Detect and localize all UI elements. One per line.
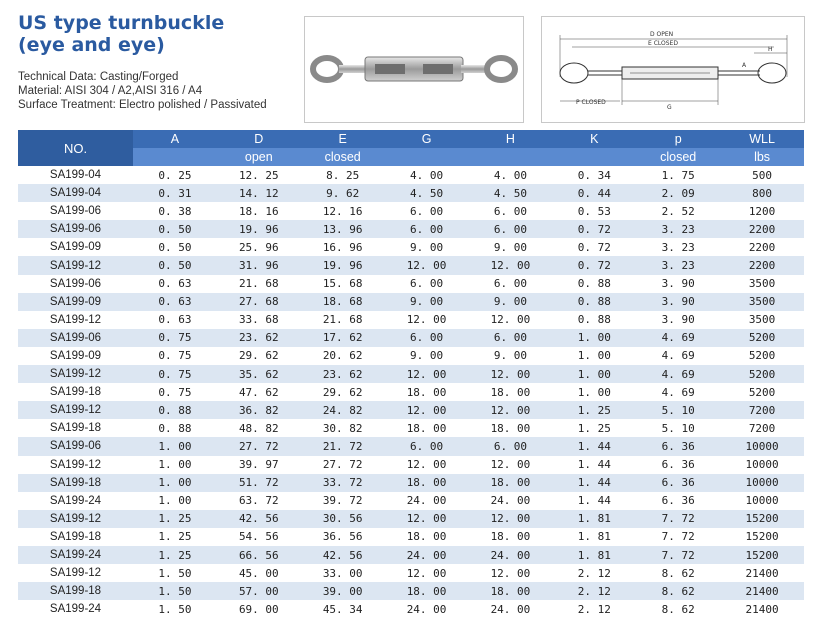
table-row bbox=[18, 383, 804, 401]
cell-a: 0. 63 bbox=[158, 313, 192, 327]
cell-p: 8. 62 bbox=[661, 602, 695, 616]
cell-e: 24. 82 bbox=[301, 401, 385, 419]
table-row bbox=[18, 528, 804, 546]
cell-no: SA199-24 bbox=[49, 494, 102, 507]
title-line-1: US type turnbuckle bbox=[18, 12, 225, 34]
cell-g: 12. 00 bbox=[385, 365, 469, 383]
cell-g: 6. 00 bbox=[385, 220, 469, 238]
cell-e: 21. 72 bbox=[301, 437, 385, 455]
header-e: E bbox=[301, 130, 385, 148]
cell-g: 18. 00 bbox=[406, 530, 447, 544]
cell-no: SA199-12 bbox=[18, 365, 133, 383]
cell-e: 13. 96 bbox=[301, 220, 385, 238]
cell-wll: 10000 bbox=[720, 474, 804, 492]
cell-k: 2. 12 bbox=[577, 566, 611, 580]
cell-d: 12. 25 bbox=[238, 168, 279, 182]
table-row bbox=[18, 582, 804, 600]
cell-g: 9. 00 bbox=[410, 240, 444, 254]
cell-wll: 5200 bbox=[748, 385, 776, 399]
cell-wll: 1200 bbox=[748, 204, 776, 218]
cell-k: 1. 00 bbox=[552, 329, 636, 347]
cell-p: 8. 62 bbox=[661, 566, 695, 580]
cell-g: 18. 00 bbox=[406, 385, 447, 399]
cell-a: 0. 88 bbox=[158, 421, 192, 435]
cell-wll: 7200 bbox=[748, 421, 776, 435]
cell-h: 24. 00 bbox=[490, 494, 531, 508]
cell-e: 17. 62 bbox=[301, 329, 385, 347]
subheader-h bbox=[469, 148, 553, 166]
cell-p: 2. 09 bbox=[636, 184, 720, 202]
cell-a: 0. 75 bbox=[133, 365, 217, 383]
cell-p: 7. 72 bbox=[661, 530, 695, 544]
cell-h: 18. 00 bbox=[469, 474, 553, 492]
cell-no: SA199-12 bbox=[18, 401, 133, 419]
header-d: D bbox=[217, 130, 301, 148]
cell-e: 16. 96 bbox=[322, 240, 363, 254]
cell-p: 4. 69 bbox=[636, 329, 720, 347]
cell-d: 27. 68 bbox=[217, 293, 301, 311]
cell-wll: 15200 bbox=[720, 546, 804, 564]
cell-h: 12. 00 bbox=[490, 458, 531, 472]
header-g: G bbox=[385, 130, 469, 148]
cell-k: 0. 72 bbox=[552, 220, 636, 238]
cell-h: 18. 00 bbox=[490, 530, 531, 544]
table-header-row bbox=[18, 130, 804, 148]
table-row bbox=[18, 600, 804, 618]
cell-d: 31. 96 bbox=[217, 256, 301, 274]
cell-wll: 3500 bbox=[748, 313, 776, 327]
cell-g: 6. 00 bbox=[385, 329, 469, 347]
cell-g: 6. 00 bbox=[385, 437, 469, 455]
cell-h: 12. 00 bbox=[469, 365, 553, 383]
cell-no: SA199-12 bbox=[18, 256, 133, 274]
cell-a: 0. 25 bbox=[158, 168, 192, 182]
cell-p: 3. 23 bbox=[636, 256, 720, 274]
header-h: H bbox=[469, 130, 553, 148]
cell-no: SA199-12 bbox=[49, 458, 102, 471]
cell-d: 21. 68 bbox=[238, 277, 279, 291]
cell-e: 15. 68 bbox=[322, 277, 363, 291]
cell-h: 9. 00 bbox=[493, 349, 527, 363]
cell-h: 6. 00 bbox=[493, 277, 527, 291]
cell-p: 6. 36 bbox=[661, 494, 695, 508]
cell-wll: 21400 bbox=[745, 566, 779, 580]
cell-p: 7. 72 bbox=[636, 510, 720, 528]
table-row bbox=[18, 184, 804, 202]
cell-g: 4. 00 bbox=[410, 168, 444, 182]
cell-p: 7. 72 bbox=[636, 546, 720, 564]
cell-wll: 7200 bbox=[720, 401, 804, 419]
header-no: NO. bbox=[18, 130, 133, 166]
table-body bbox=[18, 166, 804, 618]
table-row bbox=[18, 474, 804, 492]
table-row bbox=[18, 564, 804, 582]
cell-no: SA199-18 bbox=[49, 386, 102, 399]
cell-p: 6. 36 bbox=[636, 437, 720, 455]
cell-e: 19. 96 bbox=[301, 256, 385, 274]
cell-d: 35. 62 bbox=[217, 365, 301, 383]
cell-no: SA199-24 bbox=[49, 603, 102, 616]
cell-no: SA199-12 bbox=[18, 510, 133, 528]
cell-h: 18. 00 bbox=[490, 421, 531, 435]
cell-k: 1. 00 bbox=[577, 349, 611, 363]
cell-e: 23. 62 bbox=[301, 365, 385, 383]
cell-d: 54. 56 bbox=[238, 530, 279, 544]
cell-a: 0. 75 bbox=[133, 329, 217, 347]
cell-e: 33. 00 bbox=[322, 566, 363, 580]
cell-d: 25. 96 bbox=[238, 240, 279, 254]
cell-h: 24. 00 bbox=[490, 602, 531, 616]
header-p: p bbox=[636, 130, 720, 148]
cell-e: 45. 34 bbox=[322, 602, 363, 616]
cell-e: 33. 72 bbox=[301, 474, 385, 492]
cell-wll: 10000 bbox=[745, 494, 779, 508]
cell-h: 12. 00 bbox=[490, 566, 531, 580]
cell-h: 4. 50 bbox=[469, 184, 553, 202]
subheader-e: closed bbox=[301, 148, 385, 166]
table-row bbox=[18, 437, 804, 455]
cell-a: 0. 63 bbox=[133, 293, 217, 311]
table-row bbox=[18, 456, 804, 474]
cell-g: 12. 00 bbox=[406, 566, 447, 580]
cell-k: 0. 34 bbox=[577, 168, 611, 182]
cell-wll: 2200 bbox=[748, 240, 776, 254]
table-row bbox=[18, 202, 804, 220]
spec-material: Material: AISI 304 / A2,AISI 316 / A4 bbox=[18, 85, 203, 97]
cell-d: 27. 72 bbox=[217, 437, 301, 455]
dimension-diagram bbox=[541, 16, 805, 123]
cell-e: 27. 72 bbox=[322, 458, 363, 472]
label-p-closed: P CLOSED bbox=[576, 99, 606, 106]
cell-k: 1. 81 bbox=[552, 510, 636, 528]
cell-g: 12. 00 bbox=[385, 256, 469, 274]
cell-no: SA199-06 bbox=[49, 205, 102, 218]
cell-d: 45. 00 bbox=[238, 566, 279, 580]
cell-g: 12. 00 bbox=[406, 313, 447, 327]
cell-p: 6. 36 bbox=[661, 458, 695, 472]
cell-no: SA199-06 bbox=[18, 437, 133, 455]
cell-g: 12. 00 bbox=[385, 401, 469, 419]
cell-wll: 10000 bbox=[745, 458, 779, 472]
cell-e: 30. 56 bbox=[301, 510, 385, 528]
cell-k: 0. 88 bbox=[552, 293, 636, 311]
cell-e: 21. 68 bbox=[322, 313, 363, 327]
cell-e: 8. 25 bbox=[326, 168, 360, 182]
cell-e: 12. 16 bbox=[322, 204, 363, 218]
cell-a: 0. 50 bbox=[133, 256, 217, 274]
cell-wll: 15200 bbox=[720, 510, 804, 528]
cell-d: 19. 96 bbox=[217, 220, 301, 238]
cell-k: 1. 81 bbox=[552, 546, 636, 564]
cell-k: 1. 44 bbox=[577, 494, 611, 508]
cell-k: 1. 00 bbox=[552, 365, 636, 383]
cell-no: SA199-09 bbox=[18, 293, 133, 311]
table-row bbox=[18, 510, 804, 528]
turnbuckle-photo-illustration bbox=[305, 17, 523, 122]
table-row bbox=[18, 347, 804, 365]
cell-a: 1. 00 bbox=[133, 437, 217, 455]
cell-no: SA199-09 bbox=[49, 241, 102, 254]
cell-e: 9. 62 bbox=[301, 184, 385, 202]
cell-g: 12. 00 bbox=[406, 458, 447, 472]
cell-wll: 21400 bbox=[720, 582, 804, 600]
subheader-g bbox=[385, 148, 469, 166]
cell-e: 39. 72 bbox=[322, 494, 363, 508]
cell-g: 24. 00 bbox=[406, 494, 447, 508]
cell-e: 18. 68 bbox=[301, 293, 385, 311]
cell-p: 3. 90 bbox=[636, 293, 720, 311]
spec-surface-treatment: Surface Treatment: Electro polished / Passivated bbox=[18, 99, 267, 111]
cell-h: 24. 00 bbox=[469, 546, 553, 564]
cell-no: SA199-18 bbox=[18, 474, 133, 492]
turnbuckle-dimension-drawing bbox=[542, 17, 804, 122]
cell-h: 12. 00 bbox=[469, 401, 553, 419]
technical-specs bbox=[18, 70, 267, 112]
cell-a: 1. 50 bbox=[158, 566, 192, 580]
cell-p: 3. 23 bbox=[661, 240, 695, 254]
cell-g: 12. 00 bbox=[385, 510, 469, 528]
cell-a: 0. 75 bbox=[158, 385, 192, 399]
cell-h: 6. 00 bbox=[469, 329, 553, 347]
cell-no: SA199-12 bbox=[49, 313, 102, 326]
cell-k: 1. 44 bbox=[552, 474, 636, 492]
cell-h: 12. 00 bbox=[469, 510, 553, 528]
cell-wll: 5200 bbox=[720, 329, 804, 347]
cell-a: 1. 25 bbox=[133, 546, 217, 564]
cell-k: 0. 53 bbox=[577, 204, 611, 218]
cell-e: 36. 56 bbox=[322, 530, 363, 544]
cell-d: 33. 68 bbox=[238, 313, 279, 327]
cell-no: SA199-24 bbox=[18, 546, 133, 564]
product-photo bbox=[304, 16, 524, 123]
cell-g: 24. 00 bbox=[385, 546, 469, 564]
cell-k: 1. 25 bbox=[552, 401, 636, 419]
cell-h: 6. 00 bbox=[493, 204, 527, 218]
cell-p: 5. 10 bbox=[636, 401, 720, 419]
cell-d: 47. 62 bbox=[238, 385, 279, 399]
cell-h: 18. 00 bbox=[490, 385, 531, 399]
cell-wll: 500 bbox=[752, 168, 772, 182]
cell-h: 9. 00 bbox=[493, 240, 527, 254]
cell-h: 12. 00 bbox=[490, 313, 531, 327]
cell-p: 4. 69 bbox=[636, 365, 720, 383]
cell-e: 39. 00 bbox=[301, 582, 385, 600]
cell-wll: 2200 bbox=[720, 256, 804, 274]
cell-d: 63. 72 bbox=[238, 494, 279, 508]
cell-h: 9. 00 bbox=[469, 293, 553, 311]
cell-p: 4. 69 bbox=[661, 349, 695, 363]
cell-d: 29. 62 bbox=[238, 349, 279, 363]
cell-a: 0. 50 bbox=[133, 220, 217, 238]
cell-h: 18. 00 bbox=[469, 582, 553, 600]
cell-no: SA199-12 bbox=[49, 567, 102, 580]
cell-wll: 800 bbox=[720, 184, 804, 202]
cell-wll: 5200 bbox=[720, 365, 804, 383]
cell-p: 3. 90 bbox=[661, 277, 695, 291]
cell-wll: 3500 bbox=[748, 277, 776, 291]
cell-g: 9. 00 bbox=[385, 293, 469, 311]
cell-g: 4. 50 bbox=[385, 184, 469, 202]
cell-h: 12. 00 bbox=[469, 256, 553, 274]
cell-p: 3. 23 bbox=[636, 220, 720, 238]
table-row bbox=[18, 546, 804, 564]
table-subheader-row bbox=[18, 148, 804, 166]
subheader-d: open bbox=[217, 148, 301, 166]
cell-h: 4. 00 bbox=[493, 168, 527, 182]
cell-k: 0. 72 bbox=[552, 256, 636, 274]
cell-wll: 5200 bbox=[748, 349, 776, 363]
cell-h: 6. 00 bbox=[469, 437, 553, 455]
subheader-wll: lbs bbox=[720, 148, 804, 166]
cell-d: 23. 62 bbox=[217, 329, 301, 347]
cell-a: 1. 00 bbox=[158, 458, 192, 472]
cell-p: 1. 75 bbox=[661, 168, 695, 182]
cell-no: SA199-18 bbox=[49, 530, 102, 543]
table-row bbox=[18, 329, 804, 347]
cell-a: 0. 50 bbox=[158, 240, 192, 254]
table-row bbox=[18, 256, 804, 274]
cell-d: 66. 56 bbox=[217, 546, 301, 564]
cell-p: 2. 52 bbox=[661, 204, 695, 218]
cell-d: 48. 82 bbox=[238, 421, 279, 435]
label-e-closed: E CLOSED bbox=[648, 40, 678, 47]
cell-a: 0. 88 bbox=[133, 401, 217, 419]
cell-no: SA199-18 bbox=[49, 422, 102, 435]
table-row bbox=[18, 238, 804, 256]
cell-g: 18. 00 bbox=[385, 474, 469, 492]
table-row bbox=[18, 419, 804, 437]
table-row bbox=[18, 401, 804, 419]
spec-technical-data: Technical Data: Casting/Forged bbox=[18, 71, 179, 83]
cell-wll: 2200 bbox=[720, 220, 804, 238]
cell-e: 30. 82 bbox=[322, 421, 363, 435]
cell-no: SA199-04 bbox=[49, 169, 102, 182]
cell-k: 1. 00 bbox=[577, 385, 611, 399]
cell-a: 0. 31 bbox=[133, 184, 217, 202]
header-k: K bbox=[552, 130, 636, 148]
cell-k: 2. 12 bbox=[552, 582, 636, 600]
cell-a: 0. 38 bbox=[158, 204, 192, 218]
cell-p: 3. 90 bbox=[661, 313, 695, 327]
cell-k: 2. 12 bbox=[577, 602, 611, 616]
cell-h: 6. 00 bbox=[469, 220, 553, 238]
cell-no: SA199-06 bbox=[18, 220, 133, 238]
cell-a: 1. 50 bbox=[133, 582, 217, 600]
cell-g: 24. 00 bbox=[406, 602, 447, 616]
label-h: H bbox=[768, 46, 773, 53]
cell-k: 1. 25 bbox=[577, 421, 611, 435]
subheader-k bbox=[552, 148, 636, 166]
cell-d: 14. 12 bbox=[217, 184, 301, 202]
cell-no: SA199-06 bbox=[18, 329, 133, 347]
cell-g: 6. 00 bbox=[410, 277, 444, 291]
table-row bbox=[18, 275, 804, 293]
table-row bbox=[18, 365, 804, 383]
subheader-a bbox=[133, 148, 217, 166]
table-row bbox=[18, 492, 804, 510]
cell-k: 0. 88 bbox=[577, 313, 611, 327]
cell-wll: 3500 bbox=[720, 293, 804, 311]
cell-no: SA199-09 bbox=[49, 349, 102, 362]
turnbuckle-spec-table bbox=[18, 130, 804, 618]
cell-e: 20. 62 bbox=[322, 349, 363, 363]
page-title bbox=[18, 12, 224, 56]
title-line-2: (eye and eye) bbox=[18, 34, 165, 56]
cell-p: 4. 69 bbox=[661, 385, 695, 399]
cell-g: 18. 00 bbox=[406, 421, 447, 435]
label-d-open: D OPEN bbox=[650, 31, 674, 38]
table-row bbox=[18, 166, 804, 184]
cell-g: 6. 00 bbox=[410, 204, 444, 218]
cell-wll: 10000 bbox=[720, 437, 804, 455]
cell-k: 1. 44 bbox=[577, 458, 611, 472]
table-row bbox=[18, 220, 804, 238]
cell-k: 0. 88 bbox=[577, 277, 611, 291]
cell-d: 42. 56 bbox=[217, 510, 301, 528]
cell-d: 18. 16 bbox=[238, 204, 279, 218]
cell-no: SA199-18 bbox=[18, 582, 133, 600]
subheader-p: closed bbox=[636, 148, 720, 166]
cell-p: 6. 36 bbox=[636, 474, 720, 492]
table-row bbox=[18, 311, 804, 329]
cell-g: 9. 00 bbox=[410, 349, 444, 363]
cell-d: 36. 82 bbox=[217, 401, 301, 419]
cell-wll: 15200 bbox=[745, 530, 779, 544]
table-row bbox=[18, 293, 804, 311]
cell-k: 0. 44 bbox=[552, 184, 636, 202]
cell-k: 0. 72 bbox=[577, 240, 611, 254]
cell-p: 8. 62 bbox=[636, 582, 720, 600]
cell-a: 1. 00 bbox=[133, 474, 217, 492]
cell-d: 57. 00 bbox=[217, 582, 301, 600]
cell-wll: 21400 bbox=[745, 602, 779, 616]
cell-a: 0. 75 bbox=[158, 349, 192, 363]
cell-k: 1. 44 bbox=[552, 437, 636, 455]
cell-e: 29. 62 bbox=[322, 385, 363, 399]
cell-e: 42. 56 bbox=[301, 546, 385, 564]
cell-a: 0. 63 bbox=[158, 277, 192, 291]
cell-k: 1. 81 bbox=[577, 530, 611, 544]
header-a: A bbox=[133, 130, 217, 148]
cell-no: SA199-04 bbox=[18, 184, 133, 202]
cell-d: 69. 00 bbox=[238, 602, 279, 616]
cell-a: 1. 00 bbox=[158, 494, 192, 508]
cell-d: 51. 72 bbox=[217, 474, 301, 492]
label-g: G bbox=[667, 104, 672, 111]
cell-d: 39. 97 bbox=[238, 458, 279, 472]
header-wll: WLL bbox=[720, 130, 804, 148]
cell-no: SA199-06 bbox=[49, 277, 102, 290]
label-a: A bbox=[742, 62, 747, 69]
cell-a: 1. 25 bbox=[158, 530, 192, 544]
cell-g: 18. 00 bbox=[385, 582, 469, 600]
cell-a: 1. 50 bbox=[158, 602, 192, 616]
cell-p: 5. 10 bbox=[661, 421, 695, 435]
cell-a: 1. 25 bbox=[133, 510, 217, 528]
